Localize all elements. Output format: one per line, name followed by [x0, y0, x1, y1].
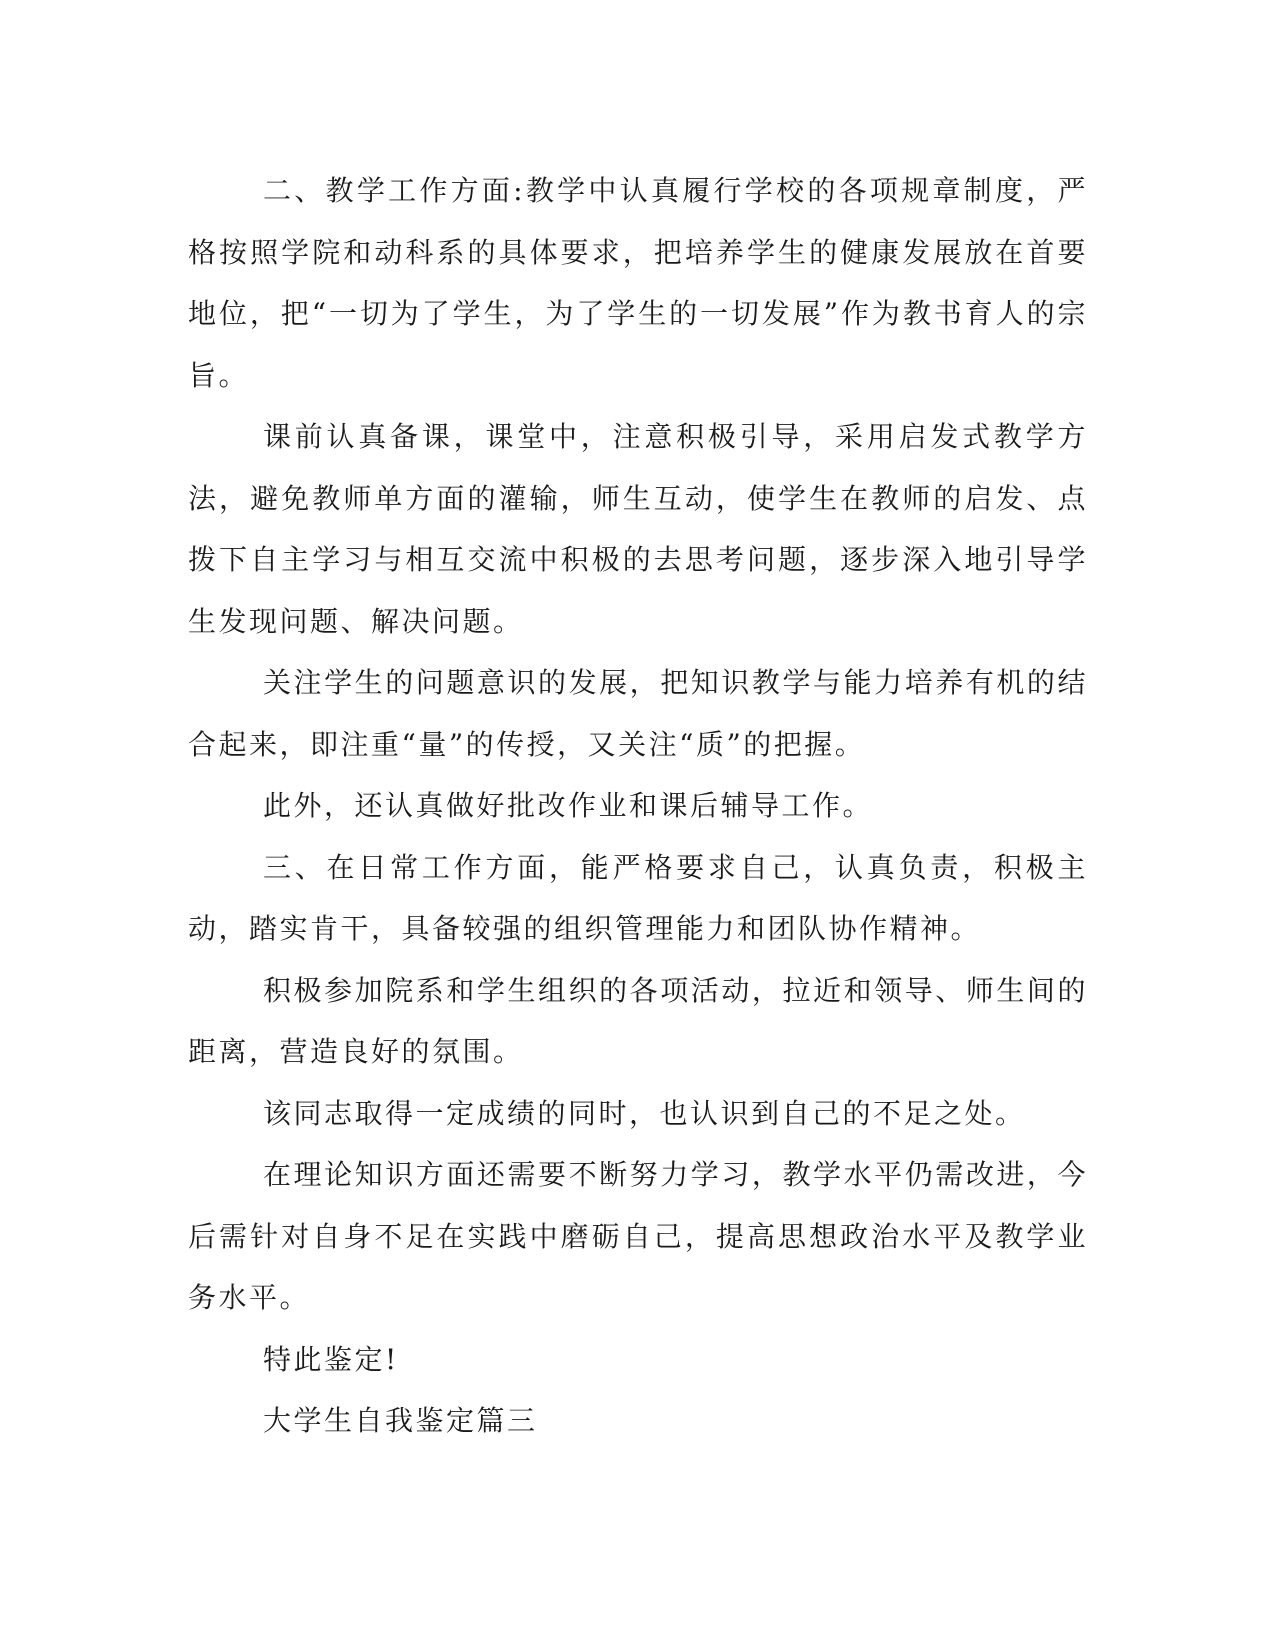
document-body — [188, 160, 1088, 1452]
paragraph-daily-work: 三、在日常工作方面，能严格要求自己，认真负责，积极主动，踏实肯干，具备较强的组织管理能力和团队协作精神。 — [188, 850, 1088, 945]
paragraph-homework: 此外，还认真做好批改作业和课后辅导工作。 — [263, 789, 874, 822]
paragraph-closing: 特此鉴定! — [263, 1342, 399, 1376]
paragraph-problem-awareness: 关注学生的问题意识的发展，把知识教学与能力培养有机的结合起来，即注重“量”的传授，又关注“质”的把握。 — [188, 666, 1088, 761]
paragraph-teaching-work: 二、教学工作方面:教学中认真履行学校的各项规章制度，严格按照学院和动科系的具体要求，把培养学生的健康发展放在首要地位，把“一切为了学生，为了学生的一切发展”作为教书育人的宗旨。 — [188, 174, 1088, 392]
paragraph-improvement: 在理论知识方面还需要不断努力学习，教学水平仍需改进，今后需针对自身不足在实践中磨砺自己，提高思想政治水平及教学业务水平。 — [188, 1158, 1088, 1314]
paragraph-lesson-prep: 课前认真备课，课堂中，注意积极引导，采用启发式教学方法，避免教师单方面的灌输，师生互动，使学生在教师的启发、点拨下自主学习与相互交流中积极的去思考问题，逐步深入地引导学生发现问题、解决问题。 — [188, 420, 1088, 638]
section-heading: 大学生自我鉴定篇三 — [263, 1404, 538, 1437]
paragraph-activities: 积极参加院系和学生组织的各项活动，拉近和领导、师生间的距离，营造良好的氛围。 — [188, 973, 1088, 1068]
paragraph-shortcomings: 该同志取得一定成绩的同时，也认识到自己的不足之处。 — [263, 1096, 1026, 1130]
